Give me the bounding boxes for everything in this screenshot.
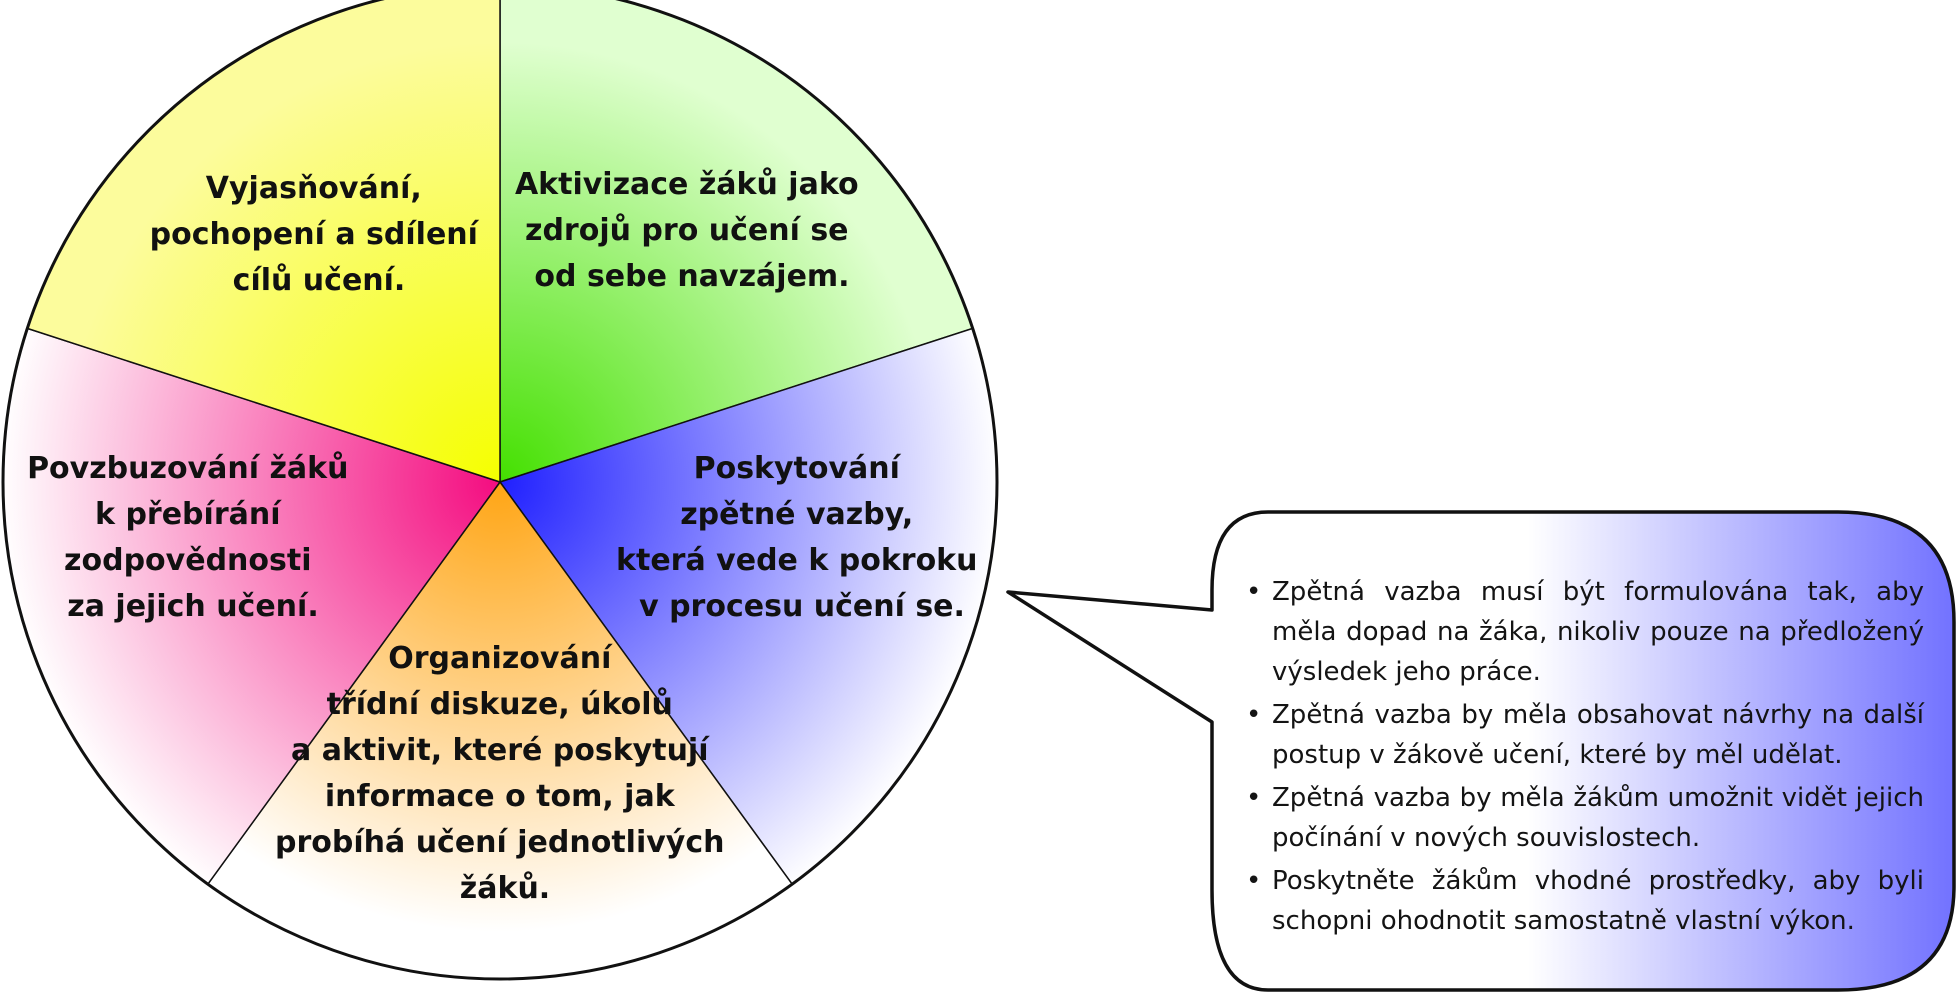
- segment-label-line: Organizování: [388, 641, 612, 676]
- segment-label-line: od sebe navzájem.: [534, 259, 850, 294]
- segment-label-line: Aktivizace žáků jako: [514, 167, 859, 202]
- callout-bullet-list: [1246, 572, 1924, 944]
- segment-label-line: cílů učení.: [232, 263, 406, 298]
- callout-bullet-text: Poskytněte žákům vhodné prostředky, aby byli schopni ohodnotit samostatně vlastní výkon.: [1272, 866, 1924, 936]
- segment-label-line: Poskytování: [693, 451, 900, 486]
- segment-label-line: zodpovědnosti: [64, 543, 312, 578]
- callout-bullet-item: [1246, 572, 1924, 692]
- segment-label-activation: [515, 166, 869, 294]
- callout-bullet-item: [1246, 695, 1924, 775]
- segment-label-line: pochopení a sdílení: [149, 217, 478, 252]
- segment-label-line: žáků.: [459, 871, 551, 906]
- segment-label-line: zpětné vazby,: [680, 497, 914, 532]
- bullet-icon: •: [1246, 866, 1262, 896]
- segment-label-line: Vyjasňování,: [205, 171, 422, 206]
- bullet-icon: •: [1246, 577, 1262, 607]
- callout-bullet-text: Zpětná vazba musí být formulována tak, aby měla dopad na žáka, nikoliv pouze na předložený výsledek jeho práce.: [1272, 577, 1924, 687]
- segment-label-line: za jejich učení.: [67, 589, 319, 624]
- segment-label-line: třídní diskuze, úkolů: [326, 687, 673, 722]
- callout-bullet-text: Zpětná vazba by měla žákům umožnit vidět jejich počínání v nových souvislostech.: [1272, 783, 1924, 853]
- segment-label-line: informace o tom, jak: [324, 779, 675, 814]
- callout-bullet-item: [1246, 778, 1924, 858]
- segment-label-line: Povzbuzování žáků: [27, 451, 349, 486]
- callout-bullet-text: Zpětná vazba by měla obsahovat návrhy na další postup v žákově učení, které by měl udělat.: [1272, 700, 1924, 770]
- bullet-icon: •: [1246, 783, 1262, 813]
- segment-label-line: která vede k pokroku: [616, 543, 978, 578]
- segment-label-line: k přebírání: [95, 497, 281, 532]
- segment-label-line: probíhá učení jednotlivých: [275, 825, 725, 860]
- segment-label-line: a aktivit, které poskytují: [291, 733, 709, 768]
- callout-bullet-item: [1246, 861, 1924, 941]
- segment-label-line: v procesu učení se.: [639, 589, 965, 624]
- bullet-icon: •: [1246, 700, 1262, 730]
- segment-label-line: zdrojů pro učení se: [525, 213, 849, 248]
